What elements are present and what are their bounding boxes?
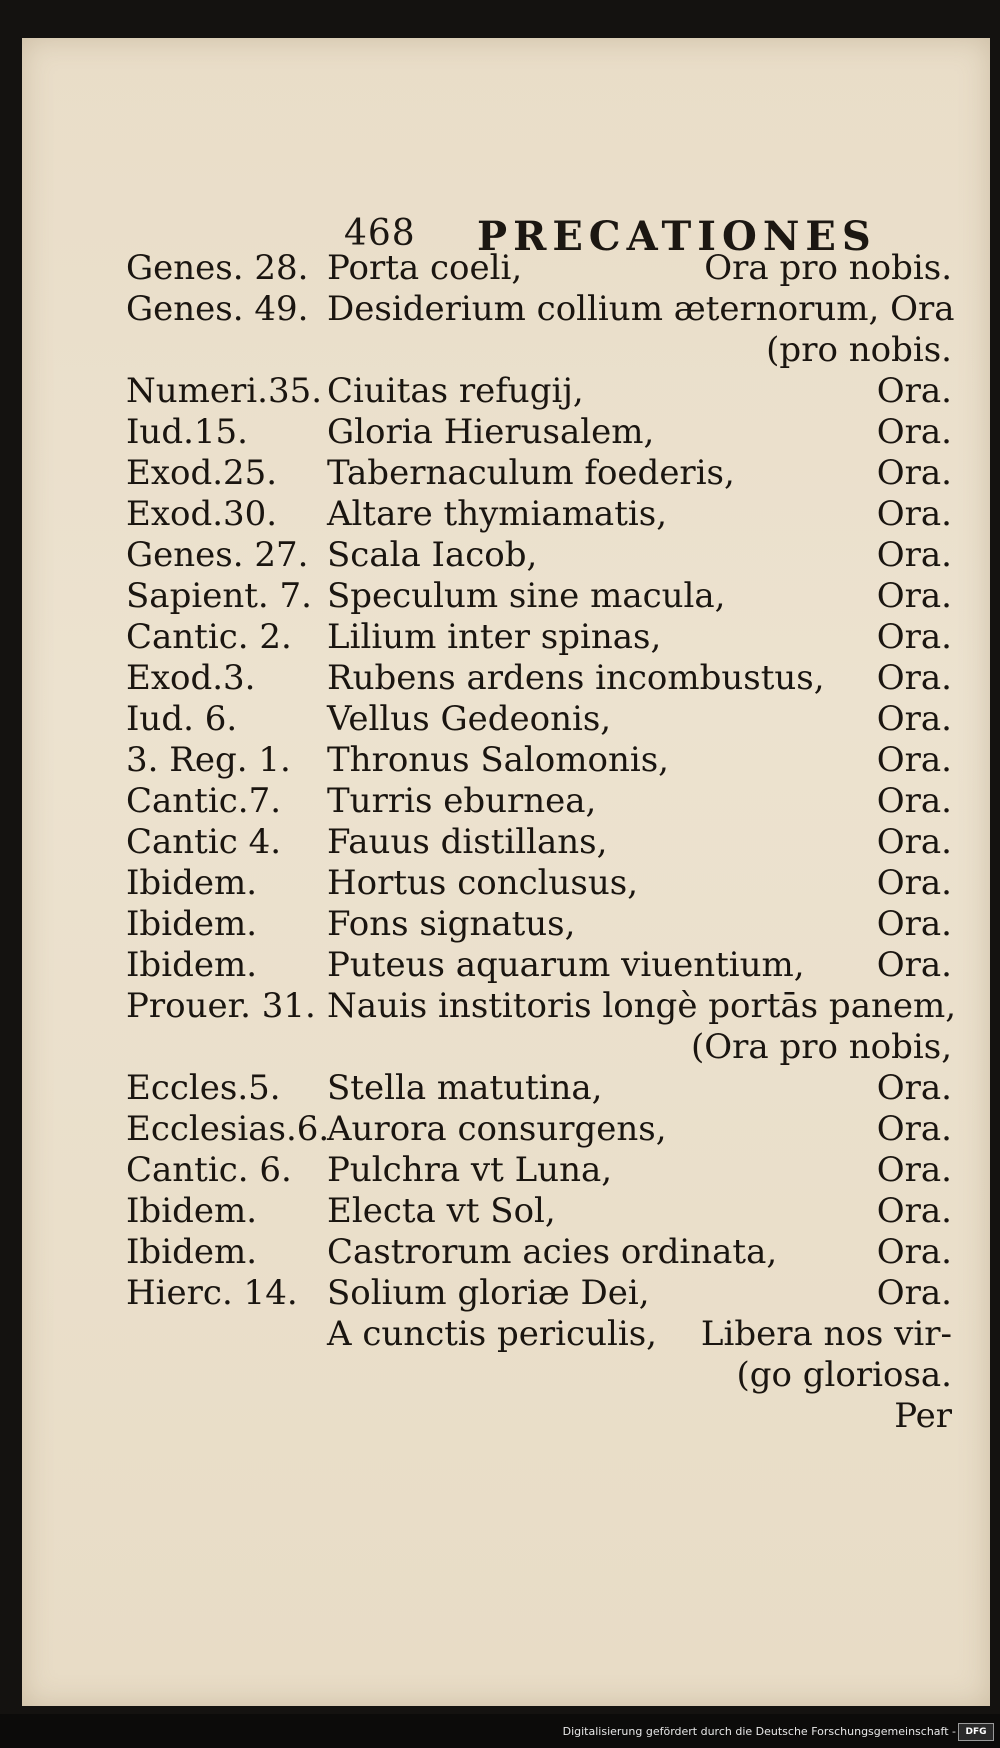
litany-entry bbox=[22, 371, 990, 415]
book-page bbox=[22, 38, 990, 1706]
scripture-reference: Ibidem. bbox=[126, 945, 258, 985]
line-continuation: (pro nobis. bbox=[766, 330, 952, 370]
invocation: Pulchra vt Luna, bbox=[327, 1150, 613, 1190]
response: Ora. bbox=[876, 1273, 952, 1313]
litany-entry bbox=[22, 699, 990, 743]
response: Ora. bbox=[876, 740, 952, 780]
catchword: Per bbox=[894, 1396, 952, 1436]
response: Ora. bbox=[876, 371, 952, 411]
invocation: Aurora consurgens, bbox=[327, 1109, 667, 1149]
litany-entry bbox=[22, 617, 990, 661]
scripture-reference: Iud. 6. bbox=[126, 699, 238, 739]
response: Ora. bbox=[876, 453, 952, 493]
response: Ora pro nobis. bbox=[704, 248, 952, 288]
litany-entry bbox=[22, 863, 990, 907]
response: Ora. bbox=[876, 494, 952, 534]
litany-entry bbox=[22, 412, 990, 456]
line-continuation: (go gloriosa. bbox=[736, 1355, 952, 1395]
response: Ora. bbox=[876, 1191, 952, 1231]
scripture-reference: Cantic. 6. bbox=[126, 1150, 292, 1190]
invocation: Vellus Gedeonis, bbox=[327, 699, 612, 739]
litany-entry bbox=[22, 1314, 990, 1358]
litany-entry bbox=[22, 822, 990, 866]
invocation: Tabernaculum foederis, bbox=[327, 453, 735, 493]
scripture-reference: Genes. 27. bbox=[126, 535, 309, 575]
response: Ora. bbox=[876, 822, 952, 862]
invocation: Porta coeli, bbox=[327, 248, 523, 288]
scripture-reference: Numeri.35. bbox=[126, 371, 323, 411]
scripture-reference: 3. Reg. 1. bbox=[126, 740, 291, 780]
invocation: Gloria Hierusalem, bbox=[327, 412, 655, 452]
response: Ora. bbox=[876, 1068, 952, 1108]
response: Ora. bbox=[876, 576, 952, 616]
invocation: Lilium inter spinas, bbox=[327, 617, 662, 657]
invocation: Electa vt Sol, bbox=[327, 1191, 556, 1231]
invocation: Scala Iacob, bbox=[327, 535, 538, 575]
litany-entry bbox=[22, 740, 990, 784]
scripture-reference: Ibidem. bbox=[126, 1191, 258, 1231]
scripture-reference: Iud.15. bbox=[126, 412, 248, 452]
invocation: Altare thymiamatis, bbox=[327, 494, 667, 534]
running-title: PRECATIONES bbox=[477, 213, 877, 260]
invocation: Desiderium collium æternorum, Ora bbox=[327, 289, 955, 329]
footer-bar bbox=[0, 1714, 1000, 1748]
litany-entry bbox=[22, 1109, 990, 1153]
response: Ora. bbox=[876, 535, 952, 575]
scripture-reference: Cantic 4. bbox=[126, 822, 282, 862]
litany-entry bbox=[22, 494, 990, 538]
litany-entry bbox=[22, 904, 990, 948]
response: Libera nos vir- bbox=[700, 1314, 952, 1354]
litany-entry bbox=[22, 289, 990, 333]
invocation: Solium gloriæ Dei, bbox=[327, 1273, 650, 1313]
scripture-reference: Genes. 49. bbox=[126, 289, 309, 329]
scripture-reference: Sapient. 7. bbox=[126, 576, 312, 616]
scripture-reference: Exod.25. bbox=[126, 453, 278, 493]
litany-entry bbox=[22, 1191, 990, 1235]
litany-entry bbox=[22, 781, 990, 825]
scripture-reference: Ecclesias.6. bbox=[126, 1109, 330, 1149]
litany-entry bbox=[22, 535, 990, 579]
invocation: Nauis institoris longè portās panem, bbox=[327, 986, 957, 1026]
scripture-reference: Prouer. 31. bbox=[126, 986, 316, 1026]
scripture-reference: Cantic.7. bbox=[126, 781, 282, 821]
response: Ora. bbox=[876, 412, 952, 452]
litany-entry bbox=[22, 1150, 990, 1194]
litany-entry bbox=[22, 658, 990, 702]
response: Ora. bbox=[876, 658, 952, 698]
invocation: Turris eburnea, bbox=[327, 781, 597, 821]
invocation: Fauus distillans, bbox=[327, 822, 608, 862]
invocation: Rubens ardens incombustus, bbox=[327, 658, 825, 698]
dfg-logo: DFG bbox=[958, 1723, 994, 1741]
invocation: Stella matutina, bbox=[327, 1068, 603, 1108]
response: Ora. bbox=[876, 1109, 952, 1149]
litany-entry bbox=[22, 1273, 990, 1317]
scripture-reference: Ibidem. bbox=[126, 1232, 258, 1272]
line-continuation: (Ora pro nobis, bbox=[690, 1027, 952, 1067]
scripture-reference: Exod.30. bbox=[126, 494, 278, 534]
response: Ora. bbox=[876, 1150, 952, 1190]
litany-entry bbox=[22, 576, 990, 620]
invocation: Thronus Salomonis, bbox=[327, 740, 669, 780]
response: Ora. bbox=[876, 617, 952, 657]
response: Ora. bbox=[876, 945, 952, 985]
scripture-reference: Ibidem. bbox=[126, 904, 258, 944]
litany-entry bbox=[22, 1068, 990, 1112]
scripture-reference: Ibidem. bbox=[126, 863, 258, 903]
litany-entry bbox=[22, 248, 990, 292]
litany-entry bbox=[22, 1232, 990, 1276]
invocation: Ciuitas refugij, bbox=[327, 371, 584, 411]
invocation: Hortus conclusus, bbox=[327, 863, 639, 903]
invocation: A cunctis periculis, bbox=[327, 1314, 657, 1354]
invocation: Castrorum acies ordinata, bbox=[327, 1232, 778, 1272]
scripture-reference: Hierc. 14. bbox=[126, 1273, 298, 1313]
litany-entry bbox=[22, 945, 990, 989]
page-number: 468 bbox=[344, 213, 416, 254]
scripture-reference: Exod.3. bbox=[126, 658, 256, 698]
scripture-reference: Eccles.5. bbox=[126, 1068, 281, 1108]
response: Ora. bbox=[876, 904, 952, 944]
invocation: Speculum sine macula, bbox=[327, 576, 726, 616]
funding-credit: Digitalisierung gefördert durch die Deutsche Forschungsgemeinschaft - bbox=[562, 1725, 956, 1738]
response: Ora. bbox=[876, 699, 952, 739]
scripture-reference: Cantic. 2. bbox=[126, 617, 292, 657]
invocation: Fons signatus, bbox=[327, 904, 576, 944]
response: Ora. bbox=[876, 781, 952, 821]
invocation: Puteus aquarum viuentium, bbox=[327, 945, 805, 985]
response: Ora. bbox=[876, 863, 952, 903]
litany-entry bbox=[22, 986, 990, 1030]
response: Ora. bbox=[876, 1232, 952, 1272]
litany-entry bbox=[22, 453, 990, 497]
scripture-reference: Genes. 28. bbox=[126, 248, 309, 288]
